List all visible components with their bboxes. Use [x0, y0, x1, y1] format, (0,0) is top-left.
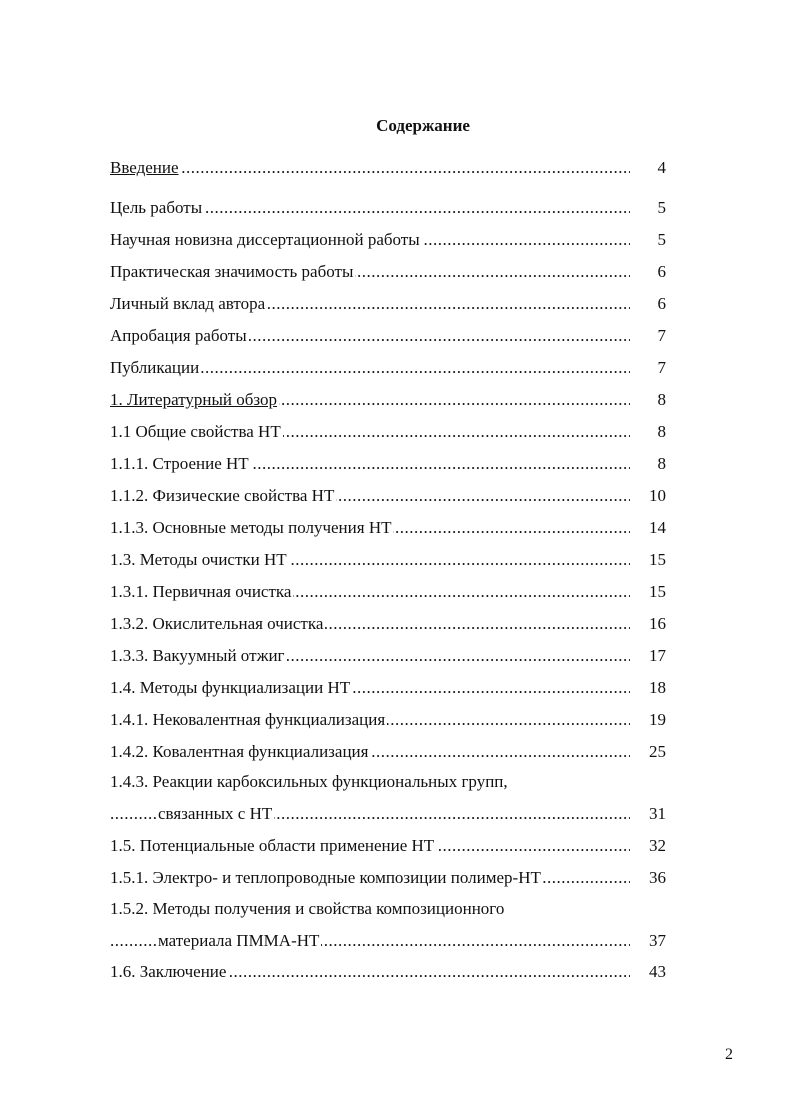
toc-entry-label: 1.3.2. Окислительная очистка: [110, 614, 324, 633]
page-number: 2: [725, 1046, 733, 1063]
toc-entry-label: материала ПММА-НТ: [158, 931, 320, 950]
toc-entry-page: 7: [657, 358, 666, 377]
toc-entry-label: Цель работы: [110, 198, 203, 217]
toc-entry-novelty[interactable]: [110, 228, 666, 252]
toc-entry-page: 7: [657, 326, 666, 345]
toc-entry-1-1[interactable]: [110, 420, 666, 444]
toc-entry-label: Научная новизна диссертационной работы: [110, 230, 420, 249]
toc-entry-page: 8: [657, 422, 666, 441]
toc-entry-contribution[interactable]: [110, 292, 666, 316]
toc-entry-page: 14: [649, 518, 666, 537]
toc-entry-page: 43: [649, 962, 666, 981]
toc-entry-label: Практическая значимость работы: [110, 262, 354, 281]
toc-entry-1-6[interactable]: [110, 960, 666, 984]
toc-entry-page: 10: [649, 486, 666, 505]
toc-entry-1-5[interactable]: [110, 834, 666, 858]
toc-entry-label: 1.1 Общие свойства НТ: [110, 422, 281, 441]
toc-entry-page: 5: [657, 198, 666, 217]
toc-entry-intro[interactable]: [110, 156, 666, 180]
toc-entry-label: 1.4. Методы функциализации НТ: [110, 678, 351, 697]
toc-entry-1-4[interactable]: [110, 676, 666, 700]
toc-entry-label: Апробация работы: [110, 326, 247, 345]
toc-entry-1-3-1[interactable]: [110, 580, 666, 604]
toc-entry-label: 1.4.1. Нековалентная функциализация: [110, 710, 386, 729]
toc-entry-label: 1.3. Методы очистки НТ: [110, 550, 287, 569]
toc-entry-label: Личный вклад автора: [110, 294, 266, 313]
toc-entry-label: 1.5.1. Электро- и теплопроводные композиции полимер-НТ: [110, 868, 541, 887]
toc-entry-goal[interactable]: [110, 196, 666, 220]
toc-entry-page: 31: [649, 804, 666, 823]
dot-leader: [110, 156, 630, 180]
toc-entry-page: 8: [657, 454, 666, 473]
toc-entry-1-3-3[interactable]: [110, 644, 666, 668]
toc-entry-page: 18: [649, 678, 666, 697]
toc-entry-1-5-2[interactable]: [110, 897, 666, 953]
toc-entry-page: 8: [657, 390, 666, 409]
toc-entry-label: 1.1.1. Строение НТ: [110, 454, 249, 473]
toc-entry-1-1-2[interactable]: [110, 484, 666, 508]
toc-entry-1-1-3[interactable]: [110, 516, 666, 540]
toc-entry-1-1-1[interactable]: [110, 452, 666, 476]
toc-entry-page: 5: [657, 230, 666, 249]
toc-entry-page: 19: [649, 710, 666, 729]
toc-entry-first-line: 1.4.3. Реакции карбоксильных функциональных групп,: [110, 772, 508, 791]
toc-entry-page: 17: [649, 646, 666, 665]
toc-entry-1-4-3[interactable]: [110, 770, 666, 826]
toc-entry-page: 15: [649, 582, 666, 601]
toc-entry-page: 15: [649, 550, 666, 569]
toc-entry-label: 1.3.1. Первичная очистка: [110, 582, 292, 601]
toc-entry-page: 25: [649, 742, 666, 761]
toc-entry-1-5-1[interactable]: [110, 866, 666, 890]
toc-entry-label: Введение: [110, 158, 179, 177]
toc-entry-publications[interactable]: [110, 356, 666, 380]
toc-entry-page: 4: [657, 158, 666, 177]
toc-entry-label: 1.1.2. Физические свойства НТ: [110, 486, 335, 505]
toc-entry-label: 1.6. Заключение: [110, 962, 227, 981]
toc-entry-1-3[interactable]: [110, 548, 666, 572]
toc-entry-1-4-1[interactable]: [110, 708, 666, 732]
toc-entry-page: 37: [649, 931, 666, 950]
toc-entry-literature-review[interactable]: [110, 388, 666, 412]
toc-entry-label: 1.3.3. Вакуумный отжиг: [110, 646, 285, 665]
toc-entry-first-line: 1.5.2. Методы получения и свойства композиционного: [110, 899, 505, 918]
toc-entry-1-3-2[interactable]: [110, 612, 666, 636]
toc-entry-label: 1.1.3. Основные методы получения НТ: [110, 518, 392, 537]
toc-entry-label: 1.5. Потенциальные области применение НТ: [110, 836, 435, 855]
toc-entry-label: связанных с НТ: [158, 804, 273, 823]
toc-entry-label: Публикации: [110, 358, 200, 377]
page-title: Содержание: [376, 116, 470, 135]
toc-entry-label: 1. Литературный обзор: [110, 390, 278, 409]
toc-entry-label: 1.4.2. Ковалентная функциализация: [110, 742, 369, 761]
toc-entry-page: 16: [649, 614, 666, 633]
toc-entry-significance[interactable]: [110, 260, 666, 284]
toc-entry-page: 32: [649, 836, 666, 855]
toc-entry-page: 6: [657, 262, 666, 281]
toc-entry-approbation[interactable]: [110, 324, 666, 348]
toc-entry-1-4-2[interactable]: [110, 740, 666, 764]
toc-entry-page: 36: [649, 868, 666, 887]
toc-entry-page: 6: [657, 294, 666, 313]
